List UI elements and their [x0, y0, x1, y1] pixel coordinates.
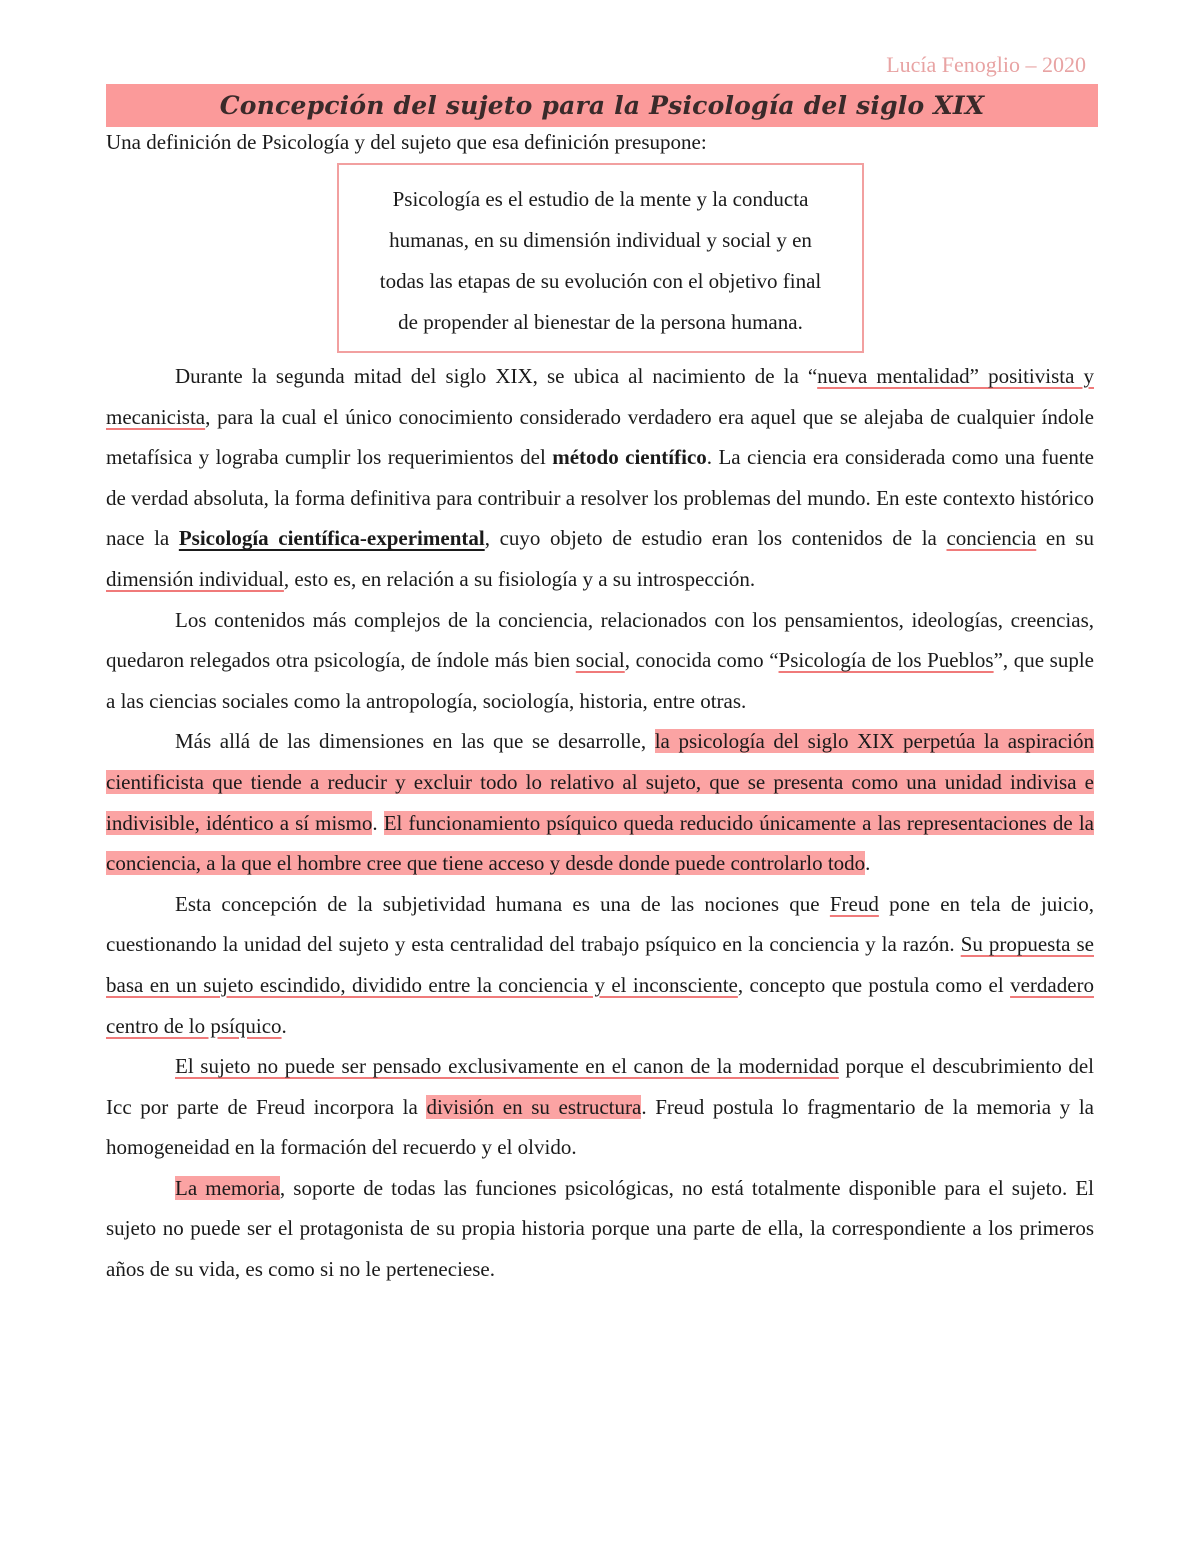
- document-title: Concepción del sujeto para la Psicología del siglo XIX: [219, 91, 985, 120]
- text-run: , concepto que postula como el: [737, 972, 1011, 997]
- paragraph-6: [106, 1168, 1094, 1290]
- underlined-phrase: verdadero centro de lo psíquico: [106, 972, 1095, 1038]
- text-run: porque el descubrimiento del Icc por parte de Freud incorpora la: [106, 1054, 1094, 1119]
- paragraph-2: [106, 600, 1094, 722]
- bold-underlined-term: Psicología científica-experimental: [178, 526, 485, 551]
- highlighted-phrase: El funcionamiento psíquico queda reducido únicamente a las representaciones de la conciencia, a la que el hombre cree que tiene acceso y desde donde puede controlarlo todo: [106, 810, 1094, 876]
- text-run: .: [372, 810, 384, 835]
- text-run: , soporte de todas las funciones psicológicas, no está totalmente disponible para el sujeto. El sujeto no puede ser el protagonista de su propia historia porque una parte de ella, la correspondiente a los primeros años de su vida, es como si no le perteneciese.: [106, 1175, 1094, 1282]
- text-run: Esta concepción de la subjetividad humana es una de las nociones que: [175, 891, 830, 916]
- underlined-phrase: Su propuesta se basa en un sujeto escindido, dividido entre la conciencia y el inconsciente: [106, 932, 1094, 997]
- underlined-phrase: Freud: [829, 891, 879, 916]
- text-run: , para la cual el único conocimiento considerado verdadero era aquel que se alejaba de cualquier índole metafísica y lograba cumplir los requerimientos del: [106, 404, 1094, 470]
- text-run: pone en tela de juicio, cuestionando la unidad del sujeto y esta centralidad del trabajo psíquico en la conciencia y la razón.: [106, 891, 1094, 957]
- text-run: .: [281, 1013, 287, 1038]
- author-header: Lucía Fenoglio – 2020: [886, 52, 1086, 77]
- definition-line: de propender al bienestar de la persona humana.: [398, 310, 803, 334]
- text-run: ”, que suple a las ciencias sociales como la antropología, sociología, historia, entre otras.: [106, 648, 1094, 713]
- underlined-phrase: conciencia: [946, 526, 1037, 551]
- title-bar: [106, 84, 1098, 127]
- paragraph-3: [106, 721, 1094, 883]
- underlined-phrase: Psicología de los Pueblos: [778, 648, 994, 673]
- highlighted-phrase: división en su estructura: [426, 1094, 642, 1119]
- text-run: . Freud postula lo fragmentario de la memoria y la homogeneidad en la formación del recuerdo y el olvido.: [106, 1094, 1094, 1160]
- text-run: Los contenidos más complejos de la conciencia, relacionados con los pensamientos, ideologías, creencias, quedaron relegados otra psicología, de índole más bien: [106, 607, 1094, 673]
- definition-box: [337, 163, 864, 353]
- text-run: , esto es, en relación a su fisiología y a su introspección.: [283, 566, 756, 591]
- highlighted-phrase: la psicología del siglo XIX perpetúa la aspiración cientificista que tiende a reducir y excluir todo lo relativo al sujeto, que se presenta como una unidad indivisa e indivisible, idéntico a sí mismo: [106, 729, 1094, 835]
- underlined-phrase: El sujeto no puede ser pensado exclusivamente en el canon de la modernidad: [175, 1054, 839, 1079]
- text-run: en su: [1036, 526, 1094, 551]
- highlighted-phrase: La memoria: [175, 1175, 280, 1200]
- bold-term: método científico: [552, 445, 707, 470]
- underlined-phrase: social: [575, 648, 625, 673]
- paragraph-1: [106, 356, 1094, 600]
- underlined-phrase: nueva mentalidad” positivista y mecanicista: [106, 364, 1094, 429]
- definition-line: todas las etapas de su evolución con el objetivo final: [379, 269, 822, 293]
- text-run: . La ciencia era considerada como una fuente de verdad absoluta, la forma definitiva para contribuir a resolver los problemas del mundo. En este contexto histórico nace la: [106, 445, 1095, 551]
- text-run: .: [865, 851, 871, 876]
- text-run: Más allá de las dimensiones en las que se desarrolle,: [175, 729, 655, 754]
- text-run: , conocida como “: [624, 648, 779, 673]
- definition-line: Psicología es el estudio de la mente y la conducta: [392, 187, 809, 211]
- intro-line: Una definición de Psicología y del sujeto que esa definición presupone:: [106, 130, 707, 154]
- underlined-phrase: dimensión individual: [106, 566, 284, 591]
- document-body: [106, 356, 1094, 1290]
- text-run: , cuyo objeto de estudio eran los contenidos de la: [484, 526, 947, 551]
- definition-line: humanas, en su dimensión individual y social y en: [389, 228, 812, 252]
- text-run: Durante la segunda mitad del siglo XIX, se ubica al nacimiento de la “: [175, 364, 818, 388]
- paragraph-5: [106, 1046, 1094, 1168]
- paragraph-4: [106, 884, 1094, 1046]
